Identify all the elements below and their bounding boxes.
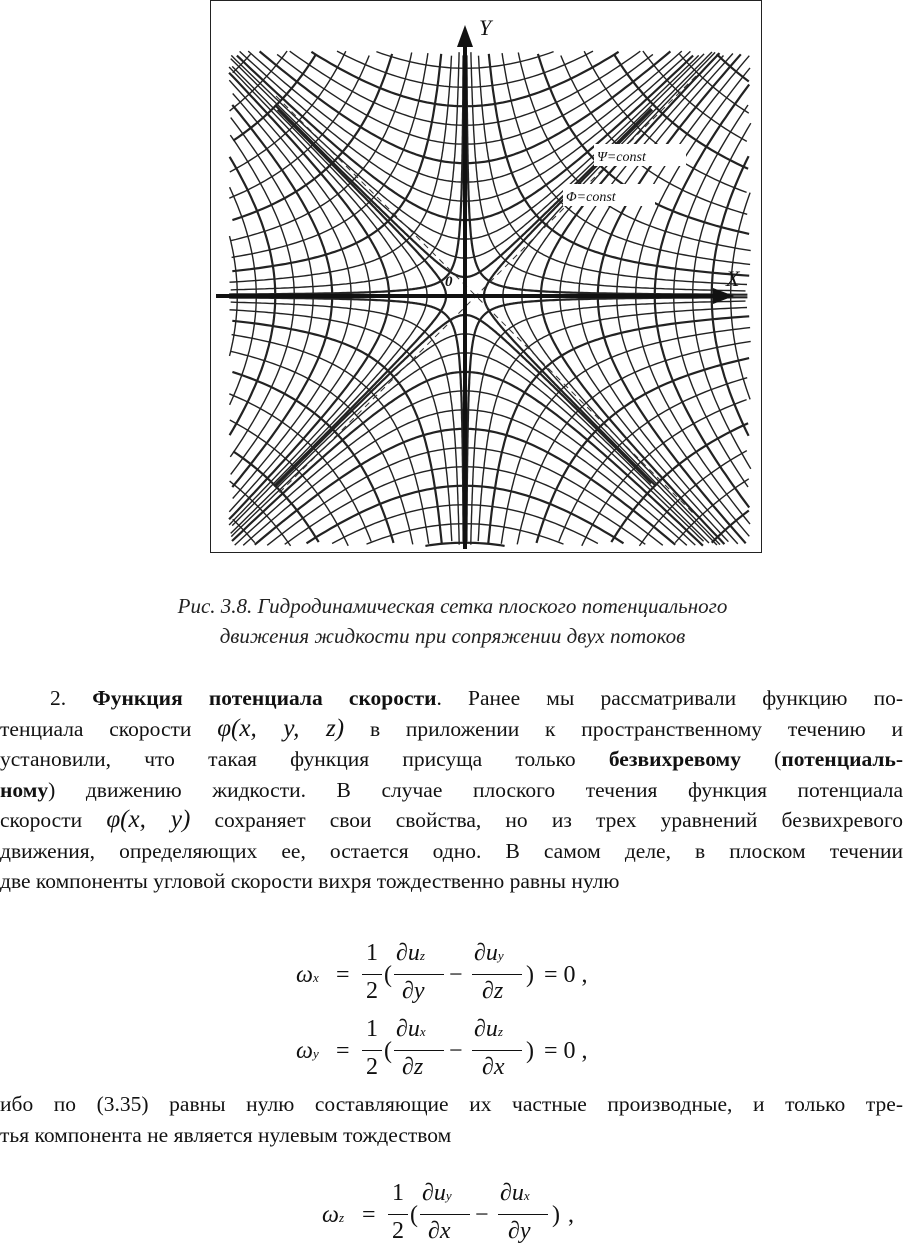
partial-u-2-sub: x <box>523 1188 530 1203</box>
partial-denominator-1: ∂z <box>402 1054 424 1080</box>
flow-net-line <box>478 308 747 542</box>
x-axis-label: X <box>726 266 740 291</box>
minus-sign: − <box>449 962 463 988</box>
para-line-1 <box>0 683 903 714</box>
para-line-3 <box>0 744 903 775</box>
omega-symbol: ω <box>322 1202 339 1228</box>
omega-symbol: ω <box>296 1038 313 1064</box>
y-axis-label: Y <box>479 15 492 40</box>
close-paren: ) <box>526 1038 534 1064</box>
equals-sign: = <box>336 962 350 988</box>
para-line-3a: установили, что такая функция присуща только <box>0 747 576 771</box>
para-number: 2. <box>50 686 67 710</box>
omega-symbol: ω <box>296 962 313 988</box>
equation-rhs: = 0 , <box>544 1038 588 1064</box>
origin-label: 0 <box>445 274 453 290</box>
flow-net-grid <box>229 51 751 546</box>
phi-const-label: Φ=const <box>566 190 616 205</box>
partial-u-1: ∂u <box>422 1180 446 1206</box>
partial-u-1-sub: x <box>419 1024 426 1039</box>
after-eq-line-2: тья компонента не является нулевым тождеством <box>0 1122 452 1147</box>
flow-net-figure <box>210 0 762 553</box>
half-denominator: 2 <box>392 1218 404 1244</box>
para-line-5b: сохраняет свои свойства, но из трех уравнений безвихревого <box>214 808 903 832</box>
partial-denominator-1: ∂y <box>402 978 425 1004</box>
open-paren: ( <box>410 1202 418 1228</box>
open-paren: ( <box>774 747 782 771</box>
half-numerator: 1 <box>392 1180 404 1206</box>
term-potential-part2: ному <box>0 777 49 802</box>
omega-subscript: x <box>312 970 319 985</box>
equation-omega-y <box>296 1016 626 1088</box>
equals-sign: = <box>362 1202 376 1228</box>
minus-sign: − <box>475 1202 489 1228</box>
equation-omega-z <box>322 1180 622 1252</box>
close-paren: ) <box>552 1202 560 1228</box>
para-line-2 <box>0 714 903 745</box>
partial-u-1: ∂u <box>396 1016 420 1042</box>
half-numerator: 1 <box>366 940 378 966</box>
partial-u-2: ∂u <box>500 1180 524 1206</box>
y-axis-arrow-icon <box>457 25 473 47</box>
close-paren: ) <box>526 962 534 988</box>
partial-denominator-2: ∂y <box>508 1218 531 1244</box>
partial-u-1-sub: y <box>445 1188 452 1203</box>
para-line-5 <box>0 805 903 836</box>
phi-xyz-formula: φ(x, y, z) <box>217 714 345 742</box>
para-line-2a: тенциала скорости <box>0 716 192 741</box>
partial-denominator-1: ∂x <box>428 1218 451 1244</box>
figure-caption-line-2: движения жидкости при сопряжении двух потоков <box>219 624 686 648</box>
half-denominator: 2 <box>366 1054 378 1080</box>
open-paren: ( <box>384 962 392 988</box>
para-line-4 <box>0 775 903 806</box>
figure-caption-line-1: Рис. 3.8. Гидродинамическая сетка плоского потенциального <box>177 594 728 618</box>
paragraph-potential-function <box>0 683 903 897</box>
para-line-1-text: . Ранее мы рассматривали функцию по- <box>436 686 903 710</box>
equation-rhs: = 0 , <box>544 962 588 988</box>
partial-u-2-sub: z <box>497 1024 503 1039</box>
partial-denominator-2: ∂z <box>482 978 504 1004</box>
partial-u-2-sub: y <box>497 948 504 963</box>
partial-u-1-sub: z <box>419 948 425 963</box>
equation-omega-x <box>296 940 626 1012</box>
minus-sign: − <box>449 1038 463 1064</box>
term-irrotational: безвихревому <box>608 747 741 771</box>
half-denominator: 2 <box>366 978 378 1004</box>
partial-denominator-2: ∂x <box>482 1054 505 1080</box>
para-line-4a: ) движению жидкости. В случае плоского течения функция потенциала <box>48 777 903 802</box>
equals-sign: = <box>336 1038 350 1064</box>
half-numerator: 1 <box>366 1016 378 1042</box>
open-paren: ( <box>384 1038 392 1064</box>
equation-rhs: , <box>568 1202 574 1228</box>
omega-subscript: z <box>338 1210 345 1225</box>
omega-subscript: y <box>312 1046 319 1061</box>
para-heading: Функция потенциала скорости <box>92 686 437 710</box>
para-line-5a: скорости <box>0 808 83 832</box>
psi-const-label: Ψ=const <box>597 150 646 165</box>
partial-u-2: ∂u <box>474 1016 498 1042</box>
after-eq-line-1: ибо по (3.35) равны нулю составляющие их частные производные, и только тре- <box>0 1092 903 1116</box>
phi-xy-formula: φ(x, y) <box>106 806 191 833</box>
partial-u-2: ∂u <box>474 940 498 966</box>
flow-net-diagram <box>211 1 760 551</box>
para-line-2b: в приложении к пространственному течению и <box>369 716 904 741</box>
term-potential-part1: потенциаль- <box>781 747 903 771</box>
paragraph-after-equations <box>0 1089 903 1150</box>
para-line-6: движения, определяющих ее, остается одно. В самом деле, в плоском течении <box>0 838 903 863</box>
para-line-7: две компоненты угловой скорости вихря тождественно равны нулю <box>0 869 620 893</box>
partial-u-1: ∂u <box>396 940 420 966</box>
